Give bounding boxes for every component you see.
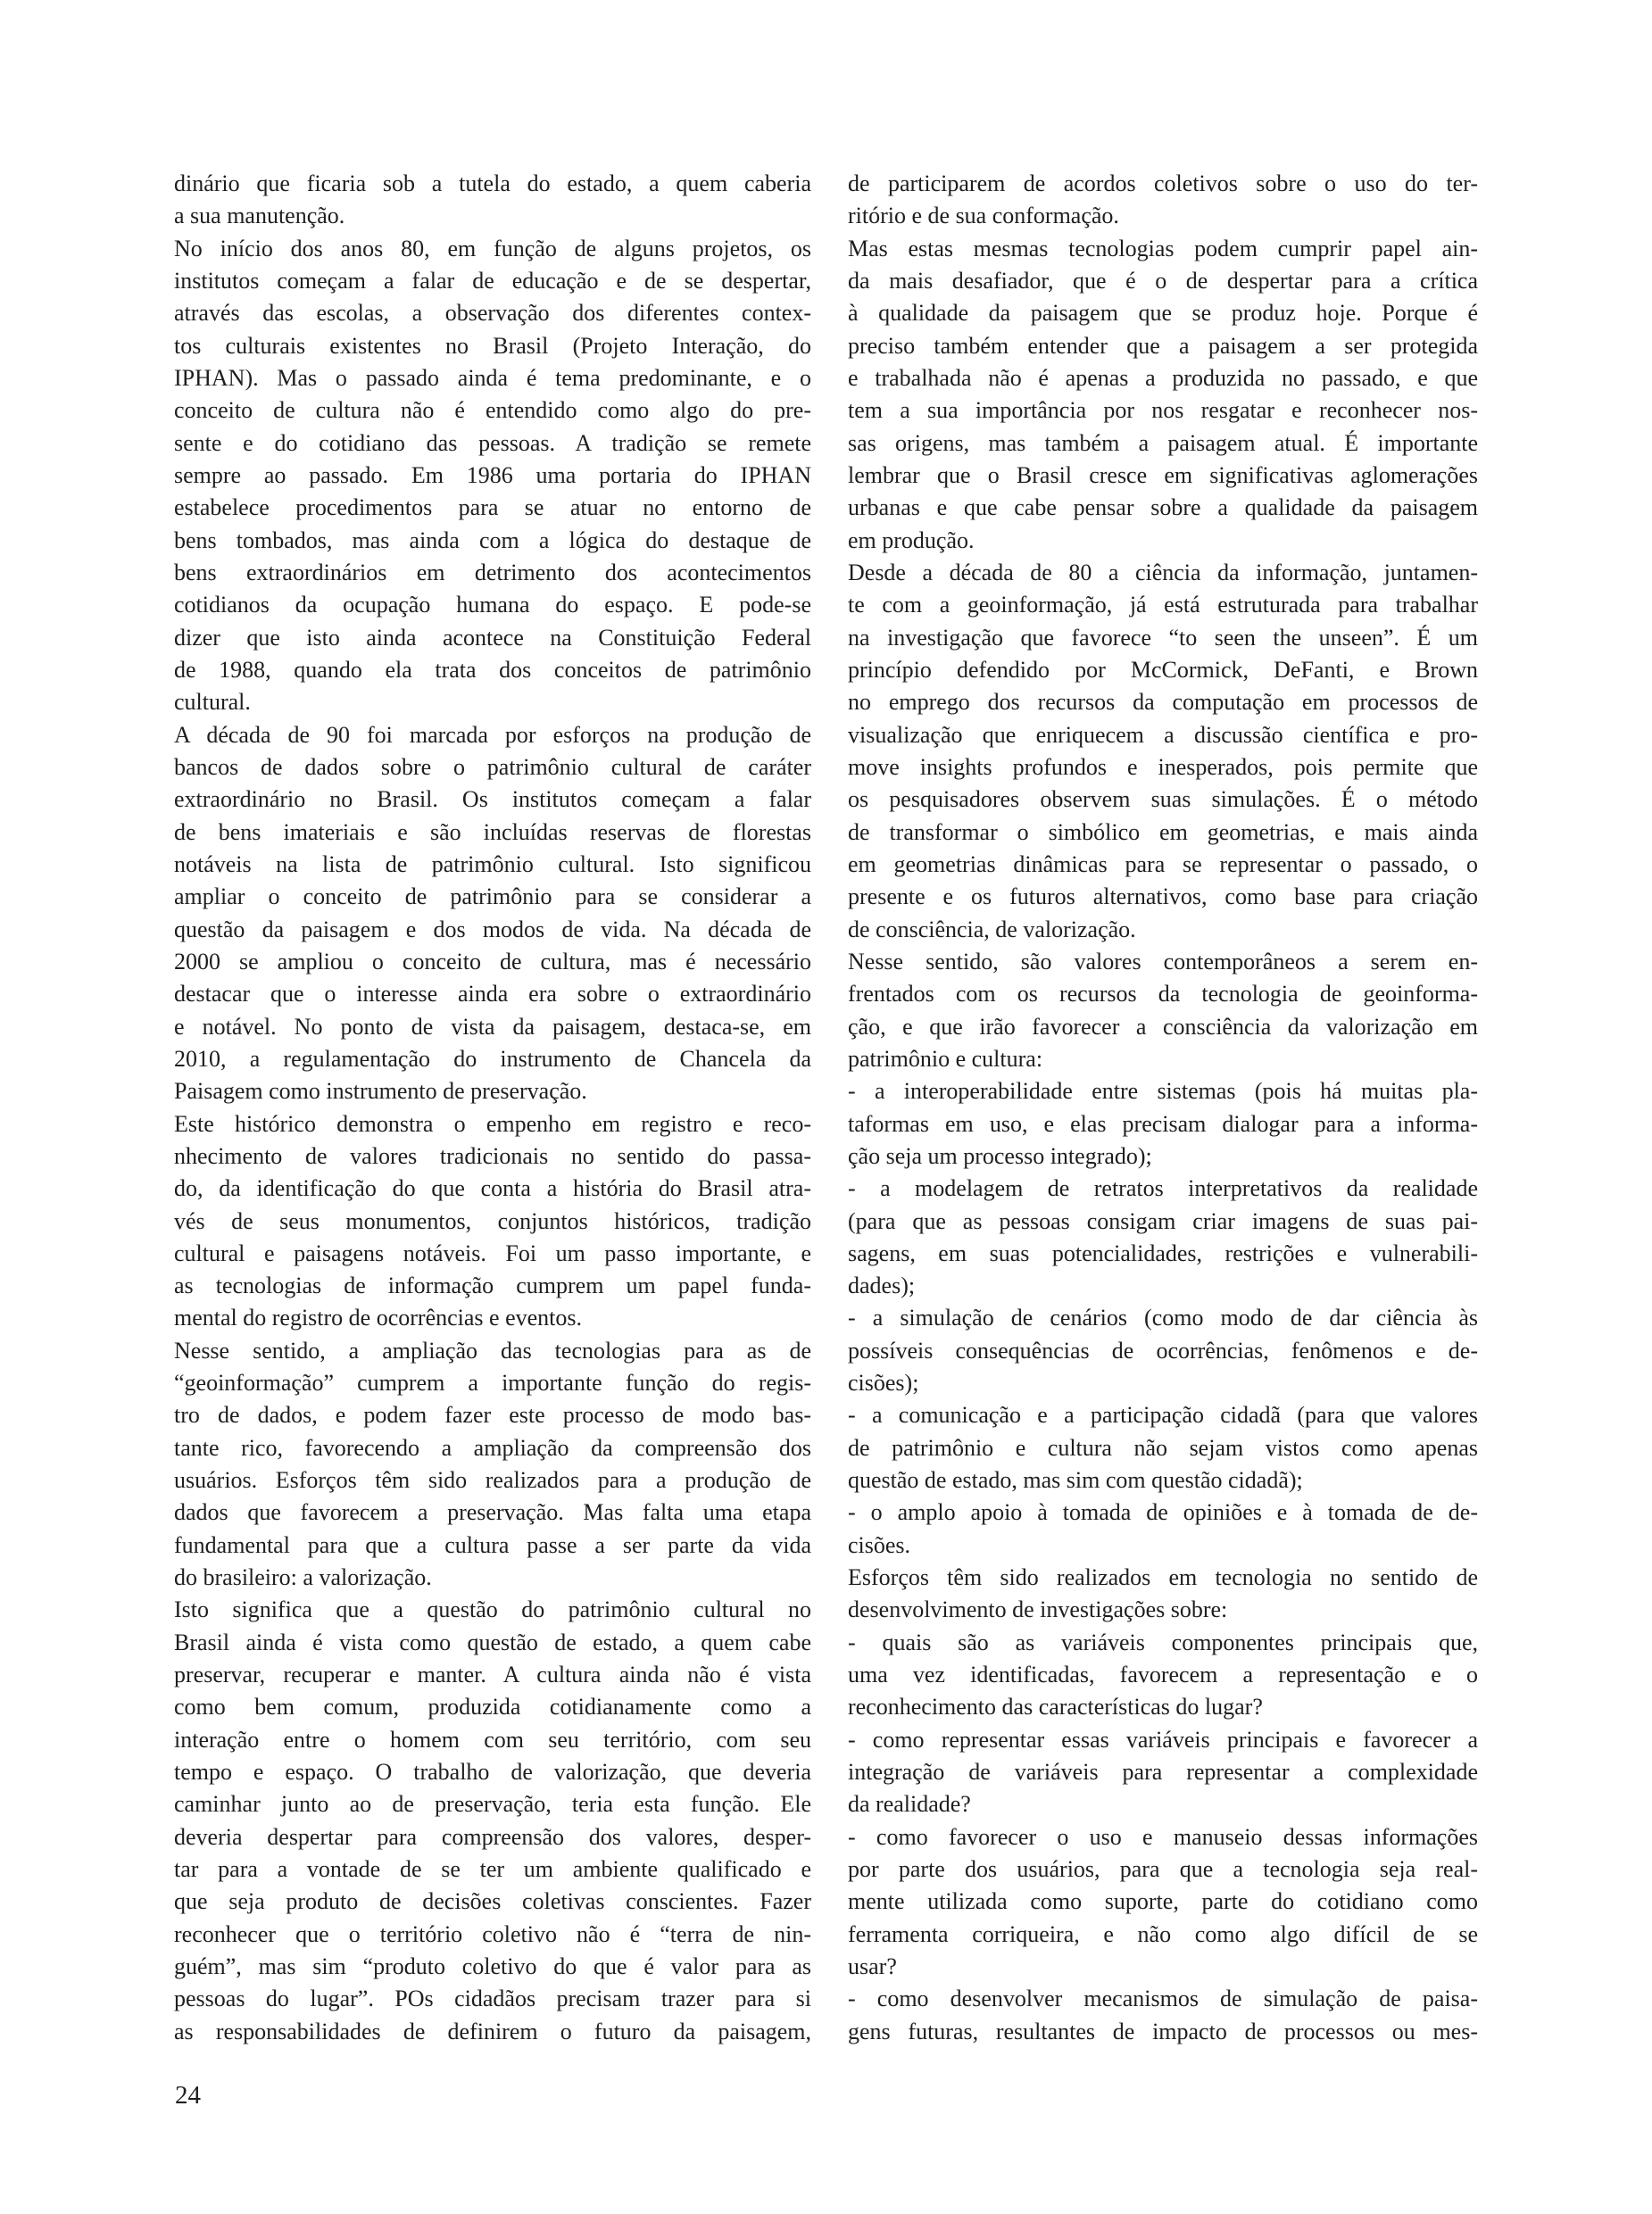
- text-line: questão da paisagem e dos modos de vida. Na década de: [174, 916, 811, 942]
- text-line: cultural.: [174, 689, 251, 716]
- text-line: conceito de cultura não é entendido como algo do pre-: [174, 397, 811, 424]
- text-line: as tecnologias de informação cumprem um papel funda-: [174, 1273, 811, 1299]
- text-line: sas origens, mas também a paisagem atual. É importante: [848, 429, 1478, 456]
- text-line: preservar, recuperar e manter. A cultura ainda não é vista: [174, 1662, 811, 1688]
- text-line: ferramenta corriqueira, e não como algo difícil de se: [848, 1920, 1478, 1947]
- text-line: ampliar o conceito de patrimônio para se considerar a: [174, 883, 811, 910]
- text-line: institutos começam a falar de educação e de se despertar,: [174, 267, 811, 294]
- text-line: do brasileiro: a valorização.: [174, 1564, 432, 1591]
- text-line: - como desenvolver mecanismos de simulação de paisa-: [848, 1986, 1478, 2012]
- text-line: reconhecer que o território coletivo não é “terra de nin-: [174, 1920, 811, 1947]
- text-line: da realidade?: [848, 1791, 971, 1818]
- text-line: através das escolas, a observação dos diferentes contex-: [174, 300, 811, 327]
- text-line: te com a geoinformação, já está estruturada para trabalhar: [848, 592, 1478, 618]
- text-line: no emprego dos recursos da computação em processos de: [848, 689, 1478, 716]
- text-line: nhecimento de valores tradicionais no sentido do passa-: [174, 1142, 811, 1169]
- text-line: visualização que enriquecem a discussão científica e pro-: [848, 721, 1478, 748]
- text-line: sente e do cotidiano das pessoas. A tradição se remete: [174, 429, 811, 456]
- text-line: taformas em uso, e elas precisam dialogar para a informa-: [848, 1110, 1478, 1137]
- text-line: caminhar junto ao de preservação, teria esta função. Ele: [174, 1791, 811, 1818]
- text-line: uma vez identificadas, favorecem a representação e o: [848, 1662, 1478, 1688]
- text-line: questão de estado, mas sim com questão cidadã);: [848, 1467, 1303, 1494]
- text-line: (para que as pessoas consigam criar imagens de suas pai-: [848, 1207, 1478, 1234]
- text-line: por parte dos usuários, para que a tecnologia seja real-: [848, 1856, 1478, 1883]
- text-line: tante rico, favorecendo a ampliação da compreensão dos: [174, 1434, 811, 1461]
- text-line: Esforços têm sido realizados em tecnologia no sentido de: [848, 1564, 1478, 1591]
- text-line: de transformar o simbólico em geometrias, e mais ainda: [848, 818, 1478, 845]
- text-line: IPHAN). Mas o passado ainda é tema predominante, e o: [174, 364, 811, 391]
- text-line: que seja produto de decisões coletivas conscientes. Fazer: [174, 1888, 811, 1915]
- text-line: extraordinário no Brasil. Os institutos começam a falar: [174, 786, 811, 813]
- text-line: bens extraordinários em detrimento dos acontecimentos: [174, 559, 811, 585]
- text-line: cisões);: [848, 1370, 919, 1397]
- text-line: possíveis consequências de ocorrências, fenômenos e de-: [848, 1337, 1478, 1364]
- text-line: como bem comum, produzida cotidianamente como a: [174, 1694, 811, 1721]
- text-line: Brasil ainda é vista como questão de estado, a quem cabe: [174, 1629, 811, 1655]
- text-line: dizer que isto ainda acontece na Constituição Federal: [174, 624, 811, 651]
- text-line: - a interoperabilidade entre sistemas (pois há muitas pla-: [848, 1078, 1478, 1105]
- text-line: sempre ao passado. Em 1986 uma portaria do IPHAN: [174, 461, 811, 488]
- text-line: e notável. No ponto de vista da paisagem, destaca-se, em: [174, 1013, 811, 1040]
- text-line: de participarem de acordos coletivos sobre o uso do ter-: [848, 170, 1478, 196]
- text-line: tos culturais existentes no Brasil (Projeto Interação, do: [174, 332, 811, 359]
- text-line: “geoinformação” cumprem a importante função do regis-: [174, 1370, 811, 1397]
- text-line: de 1988, quando ela trata dos conceitos de patrimônio: [174, 656, 811, 683]
- text-line: interação entre o homem com seu território, com seu: [174, 1726, 811, 1753]
- text-line: bancos de dados sobre o patrimônio cultural de caráter: [174, 753, 811, 780]
- text-line: fundamental para que a cultura passe a ser parte da vida: [174, 1531, 811, 1558]
- text-line: move insights profundos e inesperados, pois permite que: [848, 753, 1478, 780]
- text-line: frentados com os recursos da tecnologia de geoinforma-: [848, 981, 1478, 1007]
- text-line: - o amplo apoio à tomada de opiniões e à tomada de de-: [848, 1499, 1478, 1526]
- text-line: presente e os futuros alternativos, como base para criação: [848, 883, 1478, 910]
- text-line: mental do registro de ocorrências e eventos.: [174, 1305, 582, 1331]
- text-line: integração de variáveis para representar a complexidade: [848, 1759, 1478, 1786]
- text-line: Nesse sentido, a ampliação das tecnologias para as de: [174, 1337, 811, 1364]
- text-line: patrimônio e cultura:: [848, 1045, 1043, 1072]
- text-line: ritório e de sua conformação.: [848, 203, 1119, 229]
- text-line: à qualidade da paisagem que se produz hoje. Porque é: [848, 300, 1478, 327]
- text-line: bens tombados, mas ainda com a lógica do destaque de: [174, 527, 811, 553]
- column-left: [174, 168, 811, 2048]
- text-line: tro de dados, e podem fazer este processo de modo bas-: [174, 1402, 811, 1429]
- text-line: ção seja um processo integrado);: [848, 1142, 1152, 1169]
- text-line: Mas estas mesmas tecnologias podem cumprir papel ain-: [848, 235, 1478, 261]
- text-line: No início dos anos 80, em função de alguns projetos, os: [174, 235, 811, 261]
- text-line: gens futuras, resultantes de impacto de processos ou mes-: [848, 2018, 1478, 2044]
- text-line: deveria despertar para compreensão dos valores, desper-: [174, 1823, 811, 1850]
- text-line: Paisagem como instrumento de preservação.: [174, 1078, 587, 1105]
- text-line: destacar que o interesse ainda era sobre o extraordinário: [174, 981, 811, 1007]
- text-line: do, da identificação do que conta a história do Brasil atra-: [174, 1175, 811, 1202]
- text-line: princípio defendido por McCormick, DeFanti, e Brown: [848, 656, 1478, 683]
- text-line: de consciência, de valorização.: [848, 916, 1136, 942]
- text-line: - como representar essas variáveis principais e favorecer a: [848, 1726, 1478, 1753]
- text-line: dados que favorecem a preservação. Mas falta uma etapa: [174, 1499, 811, 1526]
- text-line: desenvolvimento de investigações sobre:: [848, 1596, 1228, 1623]
- column-right: [848, 168, 1478, 2048]
- text-line: a sua manutenção.: [174, 203, 345, 229]
- text-line: tempo e espaço. O trabalho de valorização, que deveria: [174, 1759, 811, 1786]
- text-line: usar?: [848, 1953, 897, 1980]
- text-line: Desde a década de 80 a ciência da informação, juntamen-: [848, 559, 1478, 585]
- text-line: notáveis na lista de patrimônio cultural. Isto significou: [174, 850, 811, 877]
- text-line: vés de seus monumentos, conjuntos históricos, tradição: [174, 1207, 811, 1234]
- text-line: preciso também entender que a paisagem a ser protegida: [848, 332, 1478, 359]
- text-line: da mais desafiador, que é o de despertar para a crítica: [848, 267, 1478, 294]
- text-line: dinário que ficaria sob a tutela do estado, a quem caberia: [174, 170, 811, 196]
- text-line: cisões.: [848, 1531, 911, 1558]
- text-line: e trabalhada não é apenas a produzida no passado, e que: [848, 364, 1478, 391]
- text-line: cotidianos da ocupação humana do espaço. E pode-se: [174, 592, 811, 618]
- text-line: 2000 se ampliou o conceito de cultura, mas é necessário: [174, 948, 811, 974]
- text-line: Este histórico demonstra o empenho em registro e reco-: [174, 1110, 811, 1137]
- text-line: na investigação que favorece “to seen the unseen”. É um: [848, 624, 1478, 651]
- text-line: - a modelagem de retratos interpretativos da realidade: [848, 1175, 1478, 1202]
- text-line: - a comunicação e a participação cidadã (para que valores: [848, 1402, 1478, 1429]
- text-line: tem a sua importância por nos resgatar e reconhecer nos-: [848, 397, 1478, 424]
- text-line: os pesquisadores observem suas simulações. É o método: [848, 786, 1478, 813]
- text-line: mente utilizada como suporte, parte do cotidiano como: [848, 1888, 1478, 1915]
- text-line: tar para a vontade de se ter um ambiente qualificado e: [174, 1856, 811, 1883]
- text-line: guém”, mas sim “produto coletivo do que é valor para as: [174, 1953, 811, 1980]
- text-line: pessoas do lugar”. POs cidadãos precisam trazer para si: [174, 1986, 811, 2012]
- text-line: de bens imateriais e são incluídas reservas de florestas: [174, 818, 811, 845]
- text-line: em produção.: [848, 527, 975, 553]
- text-line: em geometrias dinâmicas para se representar o passado, o: [848, 850, 1478, 877]
- text-line: usuários. Esforços têm sido realizados para a produção de: [174, 1467, 811, 1494]
- text-line: de patrimônio e cultura não sejam vistos como apenas: [848, 1434, 1478, 1461]
- text-line: sagens, em suas potencialidades, restrições e vulnerabili-: [848, 1240, 1478, 1266]
- text-line: estabelece procedimentos para se atuar no entorno de: [174, 494, 811, 521]
- text-line: - quais são as variáveis componentes principais que,: [848, 1629, 1478, 1655]
- text-line: A década de 90 foi marcada por esforços na produção de: [174, 721, 811, 748]
- text-line: dades);: [848, 1273, 916, 1299]
- text-line: - a simulação de cenários (como modo de dar ciência às: [848, 1305, 1478, 1331]
- text-line: ção, e que irão favorecer a consciência da valorização em: [848, 1013, 1478, 1040]
- text-line: Nesse sentido, são valores contemporâneos a serem en-: [848, 948, 1478, 974]
- text-line: urbanas e que cabe pensar sobre a qualidade da paisagem: [848, 494, 1478, 521]
- text-line: Isto significa que a questão do patrimônio cultural no: [174, 1596, 811, 1623]
- text-line: lembrar que o Brasil cresce em significativas aglomerações: [848, 461, 1478, 488]
- text-line: as responsabilidades de definirem o futuro da paisagem,: [174, 2018, 811, 2044]
- text-line: cultural e paisagens notáveis. Foi um passo importante, e: [174, 1240, 811, 1266]
- text-line: - como favorecer o uso e manuseio dessas informações: [848, 1823, 1478, 1850]
- text-line: 2010, a regulamentação do instrumento de Chancela da: [174, 1045, 811, 1072]
- page-number: 24: [175, 2081, 201, 2110]
- text-line: reconhecimento das características do lugar?: [848, 1694, 1263, 1721]
